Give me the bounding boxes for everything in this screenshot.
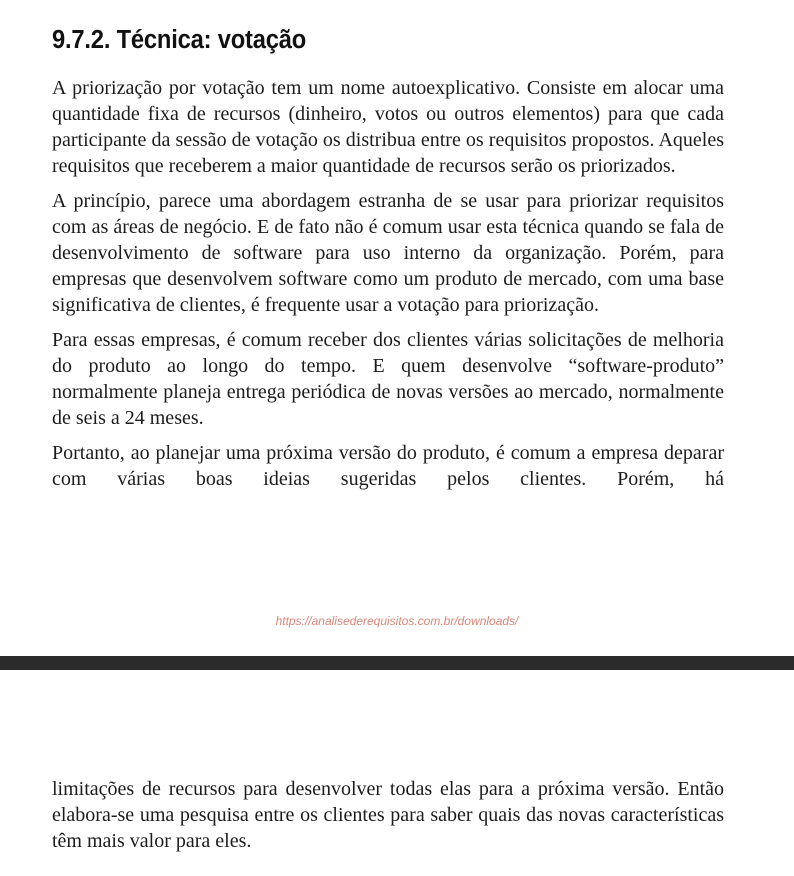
section-body bbox=[52, 75, 724, 501]
paragraph: A priorização por votação tem um nome autoexplicativo. Consiste em alocar uma quantidade fixa de recursos (dinheiro, votos ou outros elementos) para que cada participante da sessão de votação os distribua entre os requisitos propostos. Aqueles requisitos que receberem a maior quantidade de recursos serão os priorizados. bbox=[52, 77, 724, 177]
downloads-link[interactable]: https://analisederequisitos.com.br/downloads/ bbox=[275, 614, 519, 628]
paragraph: Para essas empresas, é comum receber dos clientes várias solicitações de melhoria do produto ao longo do tempo. E quem desenvolve “software-produto” normalmente planeja entrega periódica de novas versões ao mercado, normalmente de seis a 24 meses. bbox=[52, 329, 724, 429]
page-separator bbox=[0, 656, 794, 670]
paragraph: Portanto, ao planejar uma próxima versão do produto, é comum a empresa deparar com várias boas ideias sugeridas pelos clientes. Porém, há bbox=[52, 442, 724, 490]
section-heading: 9.7.2. Técnica: votação bbox=[52, 26, 307, 54]
paragraph: limitações de recursos para desenvolver todas elas para a próxima versão. Então elabora-se uma pesquisa entre os clientes para saber quais das novas características têm mais valor para eles. bbox=[52, 778, 724, 852]
continued-body bbox=[52, 776, 724, 863]
paragraph: A princípio, parece uma abordagem estranha de se usar para priorizar requisitos com as áreas de negócio. E de fato não é comum usar esta técnica quando se fala de desenvolvimento de software para uso interno da organização. Porém, para empresas que desenvolvem software como um produto de mercado, com uma base significativa de clientes, é frequente usar a votação para priorização. bbox=[52, 190, 724, 316]
